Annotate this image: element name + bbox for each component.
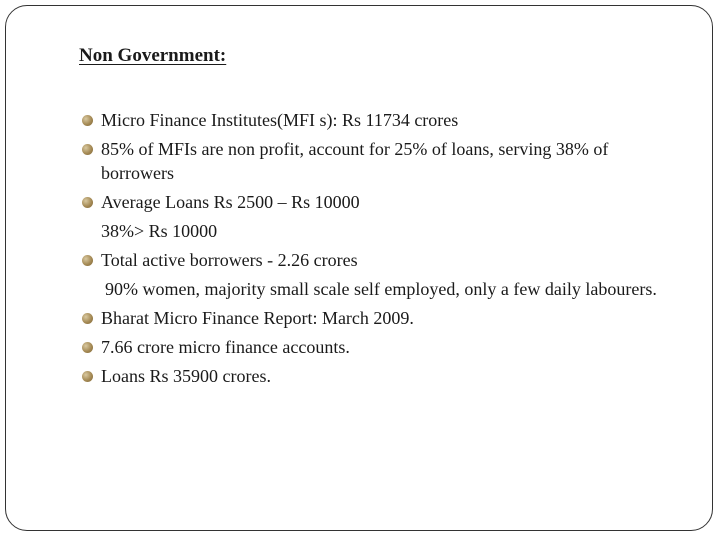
bullet-icon <box>82 197 93 208</box>
bullet-subtext: 90% women, majority small scale self employed, only a few daily labourers. <box>105 279 657 299</box>
bullet-item <box>79 190 679 243</box>
bullet-text: Bharat Micro Finance Report: March 2009. <box>101 308 414 328</box>
bullet-subtext: 38%> Rs 10000 <box>101 221 218 241</box>
bullet-list <box>79 108 679 393</box>
bullet-item <box>79 108 679 132</box>
bullet-text: Loans Rs 35900 crores. <box>101 366 271 386</box>
bullet-text: 85% of MFIs are non profit, account for 25% of loans, serving 38% of borrowers <box>101 139 609 183</box>
bullet-item <box>79 306 679 330</box>
bullet-text: 7.66 crore micro finance accounts. <box>101 337 350 357</box>
bullet-text: Micro Finance Institutes(MFI s): Rs 11734 crores <box>101 110 459 130</box>
bullet-item <box>79 335 679 359</box>
bullet-icon <box>82 255 93 266</box>
bullet-text: Average Loans Rs 2500 – Rs 10000 <box>101 192 360 212</box>
bullet-item <box>79 137 679 185</box>
slide-title: Non Government: <box>79 45 227 66</box>
bullet-icon <box>82 313 93 324</box>
bullet-icon <box>82 371 93 382</box>
bullet-text: Total active borrowers - 2.26 crores <box>101 250 358 270</box>
bullet-icon <box>82 144 93 155</box>
bullet-icon <box>82 115 93 126</box>
bullet-item <box>79 364 679 388</box>
bullet-icon <box>82 342 93 353</box>
bullet-item <box>79 248 679 301</box>
